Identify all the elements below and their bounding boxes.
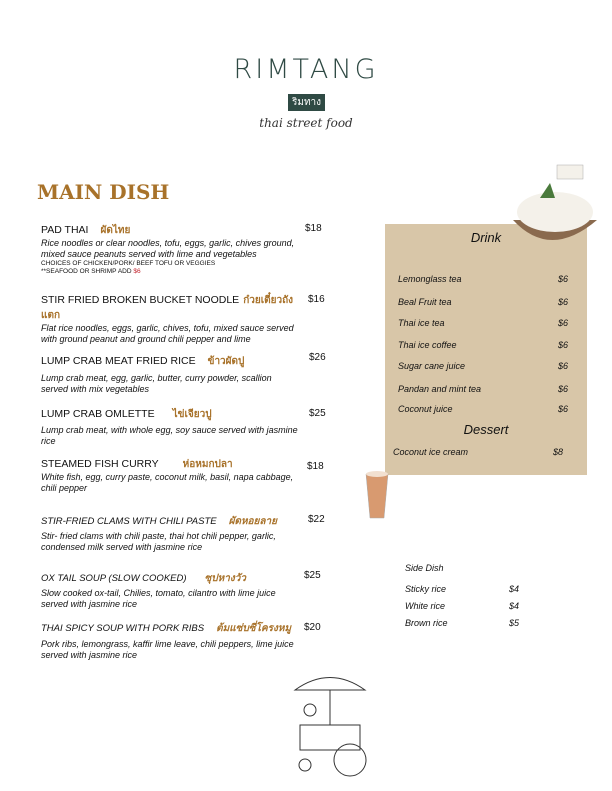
menu-item [41,621,301,661]
menu-item [41,571,301,610]
item-name: PAD THAI [41,224,89,236]
logo-thai: ริมทาง [288,94,325,111]
drink-item: Sugar cane juice $6 [398,361,568,371]
menu-item [41,514,301,553]
side-item: White rice $4 [405,601,520,611]
item-thai: ต้มแซ่บซี่โครงหมู [216,623,292,634]
item-name: STEAMED FISH CURRY [41,458,159,470]
main-dish-title: MAIN DISH [37,180,170,204]
item-thai: ไข่เจียวปู [172,409,212,420]
drink-item: Coconut juice $6 [398,404,568,414]
side-item: Brown rice $5 [405,618,520,628]
item-thai: ผัดไทย [100,225,131,236]
tagline: thai street food [259,116,353,130]
item-thai: ห่อหมกปลา [182,459,233,470]
item-name: STIR-FRIED CLAMS WITH CHILI PASTE [41,516,217,527]
side-item: Sticky rice $4 [405,584,520,594]
item-desc: Flat rice noodles, eggs, garlic, chives, tofu, mixed sauce served with ground peanut and ground chili pepper and lime [41,323,294,344]
drink-item: Thai ice tea $6 [398,318,568,328]
item-desc: Lump crab meat, with whole egg, soy sauce served with jasmine rice [41,425,298,446]
item-desc: Stir- fried clams with chili paste, thai hot chili pepper, garlic, condensed milk served with jasmine rice [41,531,276,552]
item-desc: Pork ribs, lemongrass, kaffir lime leave, chili peppers, lime juice served with jasmine rice [41,639,294,660]
item-thai: ก๋วยเตี๋ยวถังแตก [41,295,294,321]
item-price: $20 [304,622,321,633]
side-dish-title: Side Dish [405,563,444,573]
item-name: LUMP CRAB MEAT FRIED RICE [41,355,196,367]
item-name: THAI SPICY SOUP WITH PORK RIBS [41,623,205,634]
drink-panel [385,224,587,475]
menu-item [41,293,301,345]
item-price: $18 [305,223,322,234]
item-name: LUMP CRAB OMLETTE [41,408,155,420]
item-note: CHOICES OF CHICKEN/PORK/ BEEF TOFU OR VEGGIES [41,260,216,267]
item-price: $16 [308,294,325,305]
item-name: OX TAIL SOUP (SLOW COOKED) [41,573,187,584]
menu-item [41,223,301,276]
drink-item: Beal Fruit tea $6 [398,297,568,307]
item-desc: Rice noodles or clear noodles, tofu, eggs, garlic, chives ground, mixed sauce peanuts served with lime and vegetables [41,238,295,259]
logo: RIMTANG [233,54,379,85]
menu-item [41,457,301,494]
iced-tea-illustration [362,466,392,521]
item-desc: Lump crab meat, egg, garlic, butter, curry powder, scallion served with mix vegetables [41,373,272,394]
item-price: $22 [308,514,325,525]
addon-price: $6 [133,268,141,275]
item-note: **SEAFOOD OR SHRIMP ADD [41,268,134,275]
item-thai: ข้าวผัดปู [207,356,245,367]
item-name: STIR FRIED BROKEN BUCKET NOODLE [41,294,240,306]
dessert-title: Dessert [463,422,509,437]
street-cart-illustration [280,665,380,785]
item-desc: White fish, egg, curry paste, coconut milk, basil, napa cabbage, chili pepper [41,472,294,493]
dessert-item: Coconut ice cream $8 [393,447,563,457]
item-desc: Slow cooked ox-tail, Chilies, tomato, cilantro with lime juice served with jasmine rice [41,588,276,609]
coconut-ice-cream-illustration [505,160,605,250]
drink-item: Pandan and mint tea $6 [398,384,568,394]
menu-item [41,407,301,447]
drink-item: Lemonglass tea $6 [398,274,568,284]
menu-item [41,354,301,395]
drink-title: Drink [470,230,502,245]
item-price: $25 [304,570,321,581]
drink-item: Thai ice coffee $6 [398,340,568,350]
item-price: $25 [309,408,326,419]
item-price: $18 [307,461,324,472]
item-thai: ผัดหอยลาย [228,516,278,527]
item-price: $26 [309,352,326,363]
item-thai: ซุปหางวัว [204,573,246,584]
